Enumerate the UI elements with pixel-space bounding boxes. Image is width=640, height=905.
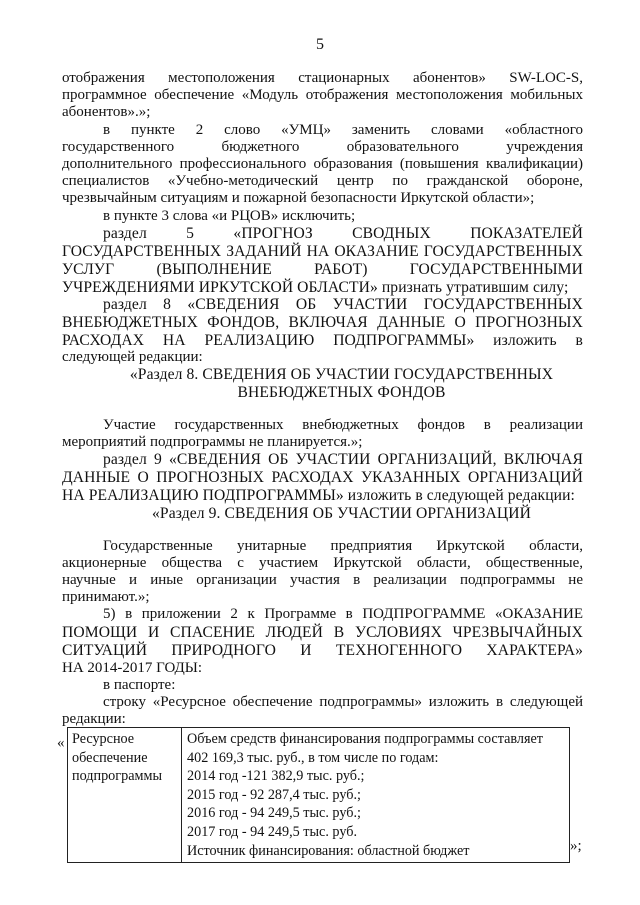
text-line: НА РЕАЛИЗАЦИЮ ПОДПРОГРАММЫ» изложить в следующей редакции: xyxy=(62,487,575,504)
section-heading: «Раздел 8. СВЕДЕНИЯ ОБ УЧАСТИИ ГОСУДАРСТВЕННЫХ xyxy=(129,366,554,383)
cell-line: Объем средств финансирования подпрограммы составляет xyxy=(187,731,543,747)
open-quote: « xyxy=(57,735,65,751)
cell-line: обеспечение xyxy=(72,749,148,766)
text-line: раздел 5 «ПРОГНОЗ СВОДНЫХ ПОКАЗАТЕЛЕЙ xyxy=(103,225,583,242)
text-line: в пункте 2 слово «УМЦ» заменить словами «областного xyxy=(103,122,583,138)
cell-line: 2014 год -121 382,9 тыс. руб.; xyxy=(187,768,365,785)
table-cell-label xyxy=(68,728,182,863)
text-line: РАСХОДАХ НА РЕАЛИЗАЦИЮ ПОДПРОГРАММЫ» изложить в xyxy=(62,332,583,349)
text-line: мероприятий подпрограммы не планируется.»; xyxy=(62,434,363,450)
text-line: ПОМОЩИ И СПАСЕНИЕ ЛЮДЕЙ В УСЛОВИЯХ ЧРЕЗВЫЧАЙНЫХ xyxy=(62,624,583,641)
text-line: Государственные унитарные предприятия Иркутской области, xyxy=(103,538,583,554)
text-line: в пункте 3 слова «и РЦОВ» исключить; xyxy=(103,208,356,224)
text-line: программное обеспечение «Модуль отображения местоположения мобильных xyxy=(62,87,583,103)
text-line: раздел 8 «СВЕДЕНИЯ ОБ УЧАСТИИ ГОСУДАРСТВЕННЫХ xyxy=(103,296,583,313)
text-line: государственного бюджетного образовательного учреждения xyxy=(62,139,583,155)
text-line: СИТУАЦИЙ ПРИРОДНОГО И ТЕХНОГЕННОГО ХАРАКТЕРА» xyxy=(62,642,583,659)
text-line: акционерные общества с участием Иркутской области, общественные, xyxy=(62,555,583,571)
cell-line: 402 169,3 тыс. руб., в том числе по годам: xyxy=(187,749,439,766)
cell-line: подпрограммы xyxy=(72,768,162,785)
close-quote: »; xyxy=(570,838,582,854)
cell-line: 2017 год - 94 249,5 тыс. руб. xyxy=(187,823,358,840)
text-line: следующей редакции: xyxy=(62,349,203,365)
page-number: 5 xyxy=(316,36,324,53)
text-line: дополнительного профессионального образования (повышения квалификации) xyxy=(62,156,583,172)
section-heading: «Раздел 9. СВЕДЕНИЯ ОБ УЧАСТИИ ОРГАНИЗАЦИЙ xyxy=(152,505,531,522)
text-line: специалистов «Учебно-методический центр по гражданской обороне, xyxy=(62,173,583,189)
text-line: строку «Ресурсное обеспечение подпрограммы» изложить в следующей xyxy=(103,694,583,710)
text-line: НА 2014-2017 ГОДЫ: xyxy=(62,660,203,676)
text-line: УСЛУГ (ВЫПОЛНЕНИЕ РАБОТ) ГОСУДАРСТВЕННЫМИ xyxy=(62,261,583,278)
cell-line: Источник финансирования: областной бюджет xyxy=(187,842,470,859)
cell-line: 2015 год - 92 287,4 тыс. руб.; xyxy=(187,786,361,803)
cell-line: Ресурсное xyxy=(72,731,135,747)
text-line: 5) в приложении 2 к Программе в ПОДПРОГРАММЕ «ОКАЗАНИЕ xyxy=(103,606,583,622)
text-line: отображения местоположения стационарных абонентов» SW-LOC-S, xyxy=(62,70,583,86)
text-line: научные и иные организации участия в реализации подпрограммы не xyxy=(62,572,583,588)
table-cell-value xyxy=(182,728,570,863)
text-line: в паспорте: xyxy=(103,677,176,693)
resource-table xyxy=(67,727,570,863)
text-line: Участие государственных внебюджетных фондов в реализации xyxy=(103,417,583,433)
cell-line: 2016 год - 94 249,5 тыс. руб.; xyxy=(187,805,361,822)
text-line: чрезвычайным ситуациям и пожарной безопасности Иркутской области»; xyxy=(62,190,535,206)
text-line: редакции: xyxy=(62,711,126,727)
table-row xyxy=(68,728,570,863)
text-line: принимают.»; xyxy=(62,589,150,605)
text-line: ВНЕБЮДЖЕТНЫХ ФОНДОВ, ВКЛЮЧАЯ ДАННЫЕ О ПРОГНОЗНЫХ xyxy=(62,314,583,331)
text-line: ДАННЫЕ О ПРОГНОЗНЫХ РАСХОДАХ УКАЗАННЫХ ОРГАНИЗАЦИЙ xyxy=(62,469,583,486)
text-line: раздел 9 «СВЕДЕНИЯ ОБ УЧАСТИИ ОРГАНИЗАЦИЙ, ВКЛЮЧАЯ xyxy=(103,451,583,468)
text-line: ГОСУДАРСТВЕННЫХ ЗАДАНИЙ НА ОКАЗАНИЕ ГОСУДАРСТВЕННЫХ xyxy=(62,243,583,260)
text-line: абонентов».»; xyxy=(62,104,151,120)
text-line: УЧРЕЖДЕНИЯМИ ИРКУТСКОЙ ОБЛАСТИ» признать утратившим силу; xyxy=(62,279,569,296)
section-heading: ВНЕБЮДЖЕТНЫХ ФОНДОВ xyxy=(237,384,446,401)
